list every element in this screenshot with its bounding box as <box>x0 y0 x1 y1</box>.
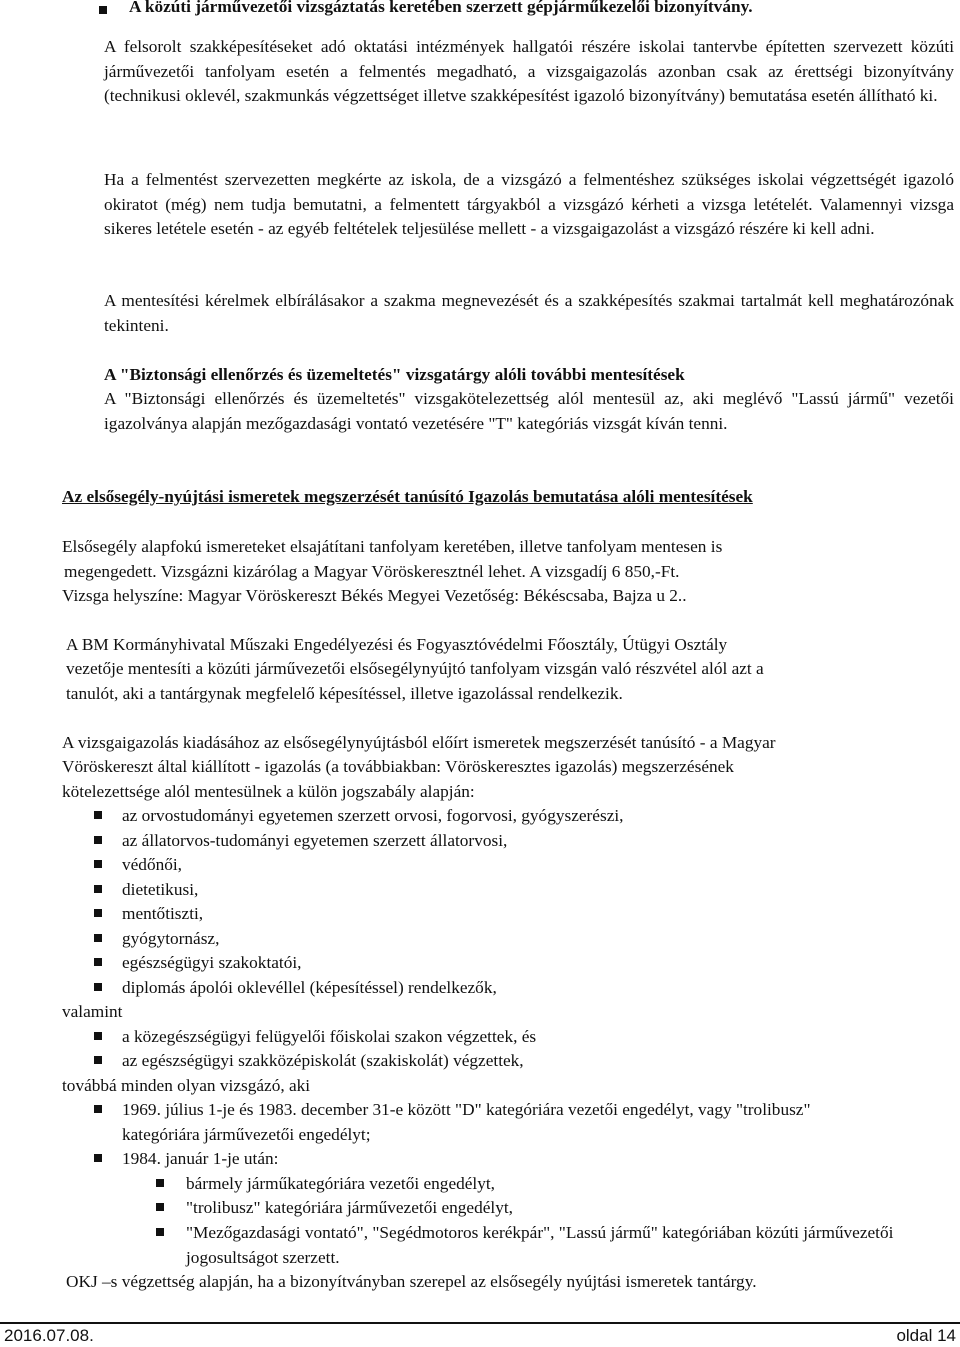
list-item: az egészségügyi szakközépiskolát (szakiskolát) végzettek, <box>122 1051 524 1070</box>
bullet-square-icon <box>94 909 102 917</box>
bullet-square-icon <box>94 1154 102 1162</box>
bullet-square-icon <box>94 934 102 942</box>
bullet-square-icon <box>156 1203 164 1211</box>
list-item: az állatorvos-tudományi egyetemen szerzett állatorvosi, <box>122 831 508 850</box>
paragraph-5-line-2: megengedett. Vizsgázni kizárólag a Magyar Vöröskeresztnél lehet. A vizsgadíj 6 850,-Ft. <box>64 562 680 581</box>
paragraph-1: A felsorolt szakképesítéseket adó oktatási intézmények hallgatói részére iskolai tantervbe építetten szervezett közúti járművezetői tanfolyam esetén a felmentés megadható, a vizsgaigazolás azonban csak az érettségi bizonyítvány (technikusi oklevél, szakmunkás végzettséget illetve szakképesítést igazoló bizonyítvány) bemutatása esetén állítható ki. <box>104 37 954 106</box>
paragraph-4: A "Biztonsági ellenőrzés és üzemeltetés" vizsgakötelezettség alól mentesül az, aki meglévő "Lassú jármű" vezetői igazolványa alapján mezőgazdasági vontató vezetésére "T" kategóriás vizsgát kíván tenni. <box>104 389 954 433</box>
paragraph-2: Ha a felmentést szervezetten megkérte az iskola, de a vizsgázó a felmentéshez szükséges iskolai végzettségét igazoló okiratot (még) nem tudja bemutatni, a felmentett tárgyakból a vizsgázó kérheti a vizsga letételét. Valamennyi vizsga sikeres letétele esetén - az egyéb feltételek teljesülése mellett - a vizsgaigazolást a vizsgázó részére ki kell adni. <box>104 170 954 239</box>
list-item: mentőtiszti, <box>122 904 204 923</box>
list-item: 1984. január 1-je után: <box>122 1149 279 1168</box>
bullet-square-icon <box>94 983 102 991</box>
list-item: bármely járműkategóriára vezetői engedélyt, <box>186 1174 495 1193</box>
footer-date: 2016.07.08. <box>4 1326 94 1345</box>
bullet-square-icon <box>94 1032 102 1040</box>
okj-text: OKJ –s végzettség alapján, ha a bizonyítványban szerepel az elsősegély nyújtási ismeretek tantárgy. <box>66 1272 757 1291</box>
bullet-square-icon <box>94 811 102 819</box>
footer-rule <box>0 1322 960 1324</box>
tovabba-text: továbbá minden olyan vizsgázó, aki <box>62 1076 311 1095</box>
list-item: egészségügyi szakoktatói, <box>122 953 302 972</box>
bullet-square-icon <box>94 1056 102 1064</box>
list-item: diplomás ápolói oklevéllel (képesítéssel) rendelkezők, <box>122 978 497 997</box>
bullet-square-icon <box>94 836 102 844</box>
paragraph-5-line-3: Vizsga helyszíne: Magyar Vöröskereszt Békés Megyei Vezetőség: Békéscsaba, Bajza u 2.. <box>62 586 687 605</box>
heading-biztonsagi: A "Biztonsági ellenőrzés és üzemeltetés" vizsgatárgy alóli további mentesítések <box>104 365 685 384</box>
top-bullet-text: A közúti járművezetői vizsgáztatás keretében szerzett gépjárműkezelői bizonyítvány. <box>129 0 753 16</box>
bullet-square-icon <box>94 1105 102 1113</box>
paragraph-6-line-3: tanulót, aki a tantárgynak megfelelő képesítéssel, illetve igazolással rendelkezik. <box>66 684 623 703</box>
bullet-square-icon <box>94 885 102 893</box>
paragraph-6-line-2: vezetője mentesíti a közúti járművezetői elsősegélynyújtó tanfolyam vizsgán való részvétel alól azt a <box>66 659 764 678</box>
list-item: gyógytornász, <box>122 929 220 948</box>
paragraph-5-line-1: Elsősegély alapfokú ismereteket elsajátítani tanfolyam keretében, illetve tanfolyam mentesen is <box>62 537 723 556</box>
heading-elsosegely: Az elsősegély-nyújtási ismeretek megszerzését tanúsító Igazolás bemutatása alóli mentesítések <box>62 487 753 506</box>
paragraph-6-line-1: A BM Kormányhivatal Műszaki Engedélyezési és Fogyasztóvédelmi Főosztály, Útügyi Osztály <box>66 635 728 654</box>
paragraph-3: A mentesítési kérelmek elbírálásakor a szakma megnevezését és a szakképesítés szakmai tartalmát kell meghatározónak tekinteni. <box>104 291 954 335</box>
list-item: dietetikusi, <box>122 880 199 899</box>
list-item: a közegészségügyi felügyelői főiskolai szakon végzettek, és <box>122 1027 537 1046</box>
list-item: az orvostudományi egyetemen szerzett orvosi, fogorvosi, gyógyszerészi, <box>122 806 624 825</box>
bullet-square-icon <box>156 1179 164 1187</box>
paragraph-7-line-1: A vizsgaigazolás kiadásához az elsősegélynyújtásból előírt ismeretek megszerzését tanúsító - a Magyar <box>62 733 776 752</box>
valamint-text: valamint <box>62 1002 123 1021</box>
list-item: "trolibusz" kategóriára járművezetői engedélyt, <box>186 1198 513 1217</box>
footer-page-number: oldal 14 <box>896 1326 956 1345</box>
bullet-square-icon <box>156 1228 164 1236</box>
paragraph-7-line-3: kötelezettsége alól mentesülnek a külön jogszabály alapján: <box>62 782 475 801</box>
bullet-square-icon <box>94 958 102 966</box>
list-item: 1969. július 1-je és 1983. december 31-e között "D" kategóriára vezetői engedélyt, vagy "trolibusz" kategóriára járművezetői engedélyt; <box>122 1100 811 1144</box>
bullet-square-icon <box>99 6 107 14</box>
list-item: védőnői, <box>122 855 182 874</box>
bullet-square-icon <box>94 860 102 868</box>
list-item: "Mezőgazdasági vontató", "Segédmotoros kerékpár", "Lassú jármű" kategóriában közúti járművezetői jogosultságot szerzett. <box>186 1223 894 1267</box>
paragraph-7-line-2: Vöröskereszt által kiállított - igazolás (a továbbiakban: Vöröskeresztes igazolás) megszerzésének <box>62 757 734 776</box>
